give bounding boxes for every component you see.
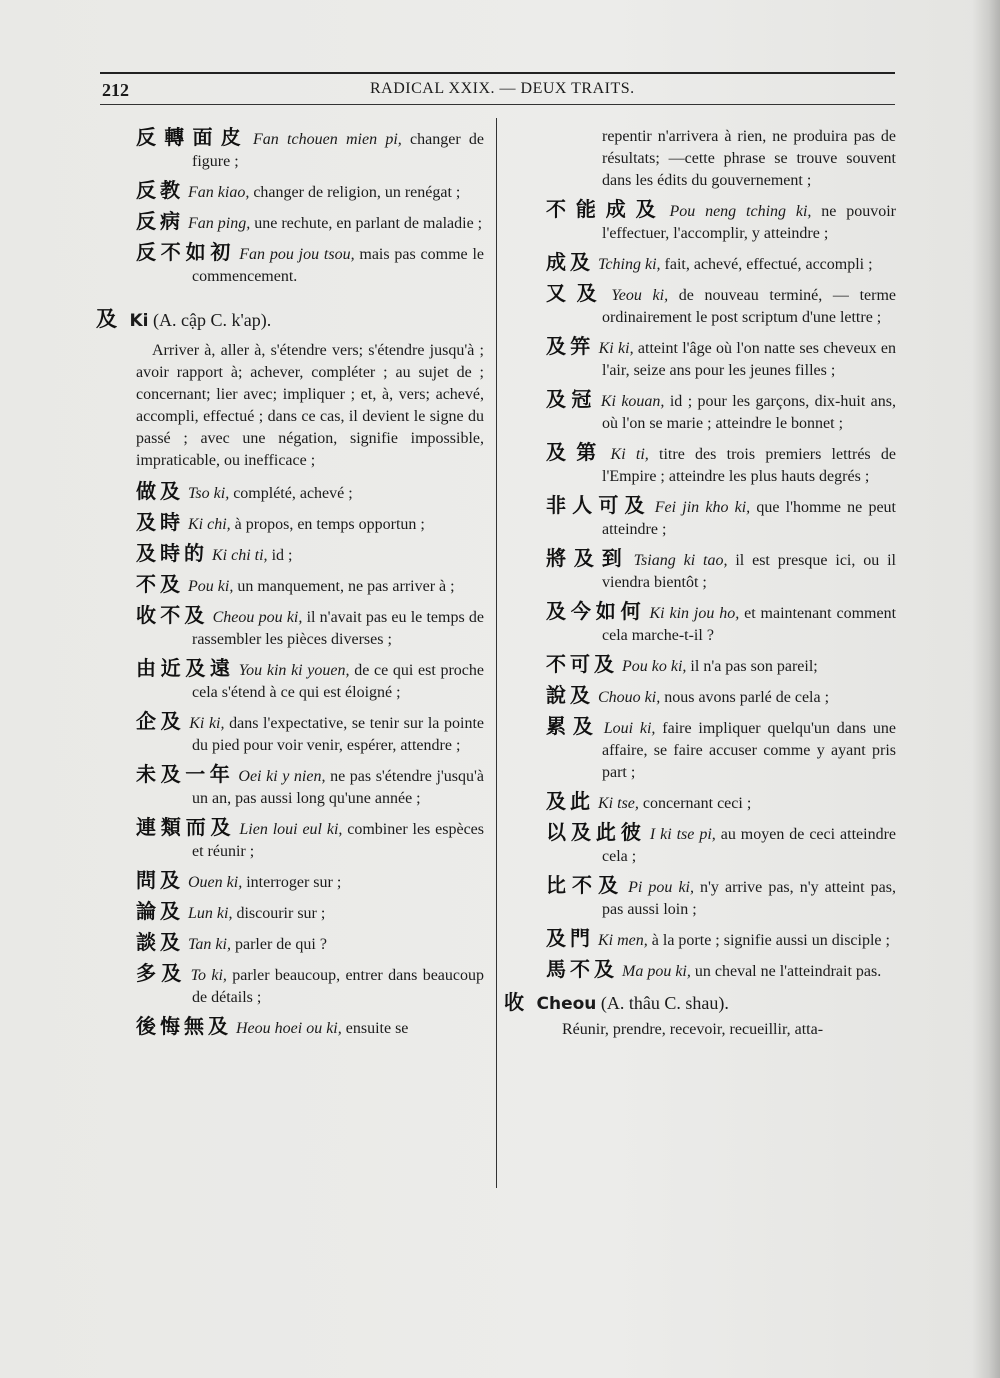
entry-hanzi: 問及 [136, 868, 184, 892]
entry-hanzi: 不可及 [546, 652, 618, 676]
entry-hanzi: 企及 [136, 709, 186, 733]
dictionary-entry [136, 573, 484, 598]
dictionary-entry [546, 874, 896, 921]
entry-romanization: Cheou pou ki, [212, 609, 303, 626]
dictionary-entry [136, 604, 484, 651]
dictionary-entry [546, 388, 896, 435]
entry-definition: interroger sur ; [242, 874, 342, 891]
entry-definition: dans l'expectative, se tenir sur la pointe du pied pour voir venir, espérer, attendre ; [192, 715, 484, 754]
entry-hanzi: 收不及 [136, 603, 209, 627]
entry-hanzi: 成及 [546, 250, 594, 274]
entry-romanization: Ki chi ti, [212, 547, 268, 564]
entry-definition: il est presque ici, ou il viendra bientôt ; [602, 552, 897, 591]
entry-romanization: Fan tchouen mien pi, [253, 131, 402, 148]
entry-romanization: Yeou ki, [611, 287, 669, 304]
dictionary-entry [136, 657, 484, 704]
entry-hanzi: 後悔無及 [136, 1014, 232, 1038]
dictionary-entry [546, 821, 896, 868]
page-number: 212 [102, 80, 129, 100]
dictionary-entry [136, 816, 484, 863]
entry-definition: changer de religion, un renégat ; [249, 184, 461, 201]
dictionary-entry [136, 511, 484, 536]
entry-romanization: Lien loui eul ki, [239, 821, 343, 838]
entry-hanzi: 將及到 [546, 546, 630, 570]
entry-hanzi: 多及 [136, 961, 187, 985]
dictionary-entry [546, 684, 896, 709]
headword-readings: (A. cập C. k'ap). [153, 310, 272, 330]
left-entries [136, 480, 484, 1040]
dictionary-entry [546, 282, 896, 329]
entry-romanization: Pou ki, [188, 578, 234, 595]
entry-romanization: Ki ti, [610, 446, 649, 463]
entry-romanization: Tso ki, [188, 485, 230, 502]
entry-definition: une rechute, en parlant de maladie ; [250, 215, 483, 232]
entry-romanization: Pou neng tching ki, [669, 203, 812, 220]
entry-hanzi: 及時 [136, 510, 184, 534]
entry-definition: id ; pour les garçons, dix-huit ans, où l'on se marie ; atteindre le bonnet ; [602, 393, 897, 432]
continuation-text: repentir n'arrivera à rien, ne produira pas de résultats; —cette phrase se trouve souvent dans les édits du gouvernement ; [602, 128, 896, 189]
entry-definition: changer de figure ; [192, 131, 485, 170]
entry-hanzi: 非人可及 [546, 493, 651, 517]
entry-romanization: Loui ki, [603, 720, 656, 737]
entry-definition: id ; [267, 547, 293, 564]
entry-definition: ne pas s'étendre j'usqu'à un an, pas aussi long qu'une année ; [192, 768, 485, 807]
entry-romanization: Pi pou ki, [628, 879, 694, 896]
entry-hanzi: 說及 [546, 683, 594, 707]
entry-romanization: Ouen ki, [188, 874, 243, 891]
dictionary-entry [136, 962, 484, 1009]
entry-definition: au moyen de ceci atteindre cela ; [602, 826, 896, 865]
entry-romanization: Tan ki, [188, 936, 231, 953]
entry-hanzi: 談及 [136, 930, 184, 954]
headword-definition: Réunir, prendre, recevoir, recueillir, atta- [562, 1021, 824, 1038]
dictionary-entry [136, 542, 484, 567]
entry-definition: de nouveau terminé, — terme ordinairement le post scriptum d'une lettre ; [602, 287, 897, 326]
entry-hanzi: 累及 [546, 714, 600, 738]
entry-definition: discourir sur ; [232, 905, 326, 922]
entry-definition: ensuite se [341, 1020, 409, 1037]
page-edge-shadow [972, 0, 1000, 1378]
right-column [504, 126, 897, 1049]
entry-definition: atteint l'âge où l'on natte ses cheveux en l'air, seize ans pour les jeunes filles ; [602, 340, 896, 379]
entry-definition: fait, achevé, effectué, accompli ; [660, 256, 873, 273]
entry-romanization: To ki, [190, 967, 227, 984]
dictionary-entry [136, 179, 484, 204]
entry-romanization: Tsiang ki tao, [633, 552, 728, 569]
entry-hanzi: 及笄 [546, 334, 595, 358]
entry-romanization: Ki chi, [188, 516, 231, 533]
entry-romanization: Heou hoei ou ki, [236, 1020, 342, 1037]
entry-romanization: Ma pou ki, [622, 963, 691, 980]
entry-romanization: Ki ki, [598, 340, 634, 357]
dictionary-entry [546, 494, 896, 541]
dictionary-entry [546, 927, 896, 952]
headword-ki [96, 308, 484, 332]
entry-romanization: Ki men, [598, 932, 648, 949]
entry-romanization: Pou ko ki, [622, 658, 687, 675]
dictionary-entry [546, 790, 896, 815]
entry-hanzi: 以及此彼 [546, 820, 646, 844]
entry-hanzi: 反轉面皮 [136, 125, 250, 149]
entry-romanization: Fan kiao, [188, 184, 250, 201]
entry-hanzi: 反不如初 [136, 240, 236, 264]
entry-definition: concernant ceci ; [638, 795, 752, 812]
entry-hanzi: 及今如何 [546, 599, 646, 623]
dictionary-entry [546, 958, 896, 983]
entry-hanzi: 論及 [136, 899, 184, 923]
entry-hanzi: 反病 [136, 209, 184, 233]
entry-hanzi: 又及 [546, 281, 608, 305]
entry-definition: que l'homme ne peut atteindre ; [602, 499, 896, 538]
dictionary-entry [546, 715, 896, 784]
entry-romanization: Fan ping, [188, 215, 251, 232]
entry-romanization: Ki ki, [189, 715, 225, 732]
entry-hanzi: 及第 [546, 440, 607, 464]
entry-romanization: Fan pou jou tsou, [239, 246, 355, 263]
headword-text: Cheou [536, 994, 597, 1014]
entry-hanzi: 不能成及 [546, 197, 666, 221]
dictionary-entry [136, 900, 484, 925]
entry-hanzi: 及此 [546, 789, 594, 813]
header-rule [100, 104, 895, 105]
dictionary-entry [546, 335, 896, 382]
entry-definition: à la porte ; signifie aussi un disciple ; [647, 932, 890, 949]
entry-definition: il n'avait pas eu le temps de rassembler les pièces diverses ; [192, 609, 484, 648]
entry-definition: mais pas comme le commencement. [192, 246, 485, 285]
running-head: RADICAL XXIX. — DEUX TRAITS. [370, 80, 635, 97]
entry-hanzi: 及冠 [546, 387, 597, 411]
headword-text: Ki [129, 311, 149, 331]
entry-romanization: Oei ki y nien, [238, 768, 326, 785]
entry-romanization: You kin ki youen, [238, 662, 350, 679]
dictionary-entry [136, 241, 484, 288]
entry-definition: n'y arrive pas, n'y atteint pas, pas aussi loin ; [602, 879, 896, 918]
entry-definition: nous avons parlé de cela ; [660, 689, 830, 706]
entry-hanzi: 及時的 [136, 541, 208, 565]
entry-hanzi: 做及 [136, 479, 184, 503]
entry-definition: de ce qui est proche cela s'étend à ce qui est éloigné ; [192, 662, 484, 701]
entry-romanization: Lun ki, [188, 905, 233, 922]
entry-hanzi: 馬不及 [546, 957, 618, 981]
entry-romanization: I ki tse pi, [649, 826, 716, 843]
entry-romanization: Chouo ki, [598, 689, 661, 706]
entry-definition: titre des trois premiers lettrés de l'Empire ; atteindre les plus hauts degrés ; [602, 446, 897, 485]
entry-romanization: Fei jin kho ki, [654, 499, 751, 516]
entry-definition: à propos, en temps opportun ; [230, 516, 425, 533]
page-header [100, 72, 895, 104]
headword-cheou [504, 991, 896, 1015]
dictionary-entry [546, 251, 896, 276]
dictionary-entry [136, 763, 484, 810]
entry-hanzi: 及門 [546, 926, 594, 950]
entry-romanization: Ki kouan, [600, 393, 665, 410]
entry-definition: combiner les espèces et réunir ; [192, 821, 484, 860]
entry-definition: parler beaucoup, entrer dans beaucoup de détails ; [192, 967, 485, 1006]
entry-hanzi: 連類而及 [136, 815, 236, 839]
dictionary-entry [546, 653, 896, 678]
dictionary-entry [136, 1015, 484, 1040]
headword-readings: (A. thâu C. shau). [600, 993, 729, 1013]
entry-definition: il n'a pas son pareil; [686, 658, 818, 675]
dictionary-entry [136, 210, 484, 235]
entry-romanization: Ki tse, [598, 795, 639, 812]
entry-hanzi: 由近及遠 [136, 656, 235, 680]
right-entries [546, 198, 896, 983]
column-divider [496, 118, 497, 1188]
entry-hanzi: 未及一年 [136, 762, 235, 786]
dictionary-entry [136, 480, 484, 505]
dictionary-entry [136, 126, 484, 173]
dictionary-entry [136, 931, 484, 956]
headword-hanzi: 及 [96, 307, 121, 331]
entry-hanzi: 比不及 [546, 873, 625, 897]
left-top-entries [136, 126, 484, 288]
dictionary-entry [546, 600, 896, 647]
entry-hanzi: 不及 [136, 572, 184, 596]
entry-definition: un manquement, ne pas arriver à ; [233, 578, 455, 595]
entry-definition: et maintenant comment cela marche-t-il ? [602, 605, 897, 644]
entry-definition: parler de qui ? [230, 936, 327, 953]
entry-definition: un cheval ne l'atteindrait pas. [690, 963, 882, 980]
entry-romanization: Ki kin jou ho, [649, 605, 740, 622]
entry-definition: ne pouvoir l'effectuer, l'accomplir, y atteindre ; [602, 203, 897, 242]
dictionary-entry [136, 710, 484, 757]
entry-definition: faire impliquer quelqu'un dans une affaire, se faire accuser comme y ayant pris part ; [602, 720, 897, 781]
entry-romanization: Tching ki, [598, 256, 661, 273]
entry-definition: complété, achevé ; [229, 485, 353, 502]
dictionary-entry [546, 547, 896, 594]
headword-hanzi: 收 [504, 990, 528, 1014]
left-column [96, 125, 485, 1046]
entry-hanzi: 反教 [136, 178, 184, 202]
headword-definition: Arriver à, aller à, s'étendre vers; s'étendre jusqu'à ; avoir rapport à; achever, compléter ; au sujet de ; concernant; lier avec; impliquer ; et, à, vers; achevé, accompli, effectué ; dans ce cas, il devient le signe du passé ; avec une négation, signifie impossible, impraticable, ou inefficace ; [136, 342, 484, 469]
dictionary-entry [546, 441, 896, 488]
dictionary-entry [546, 198, 896, 245]
dictionary-entry [136, 869, 484, 894]
